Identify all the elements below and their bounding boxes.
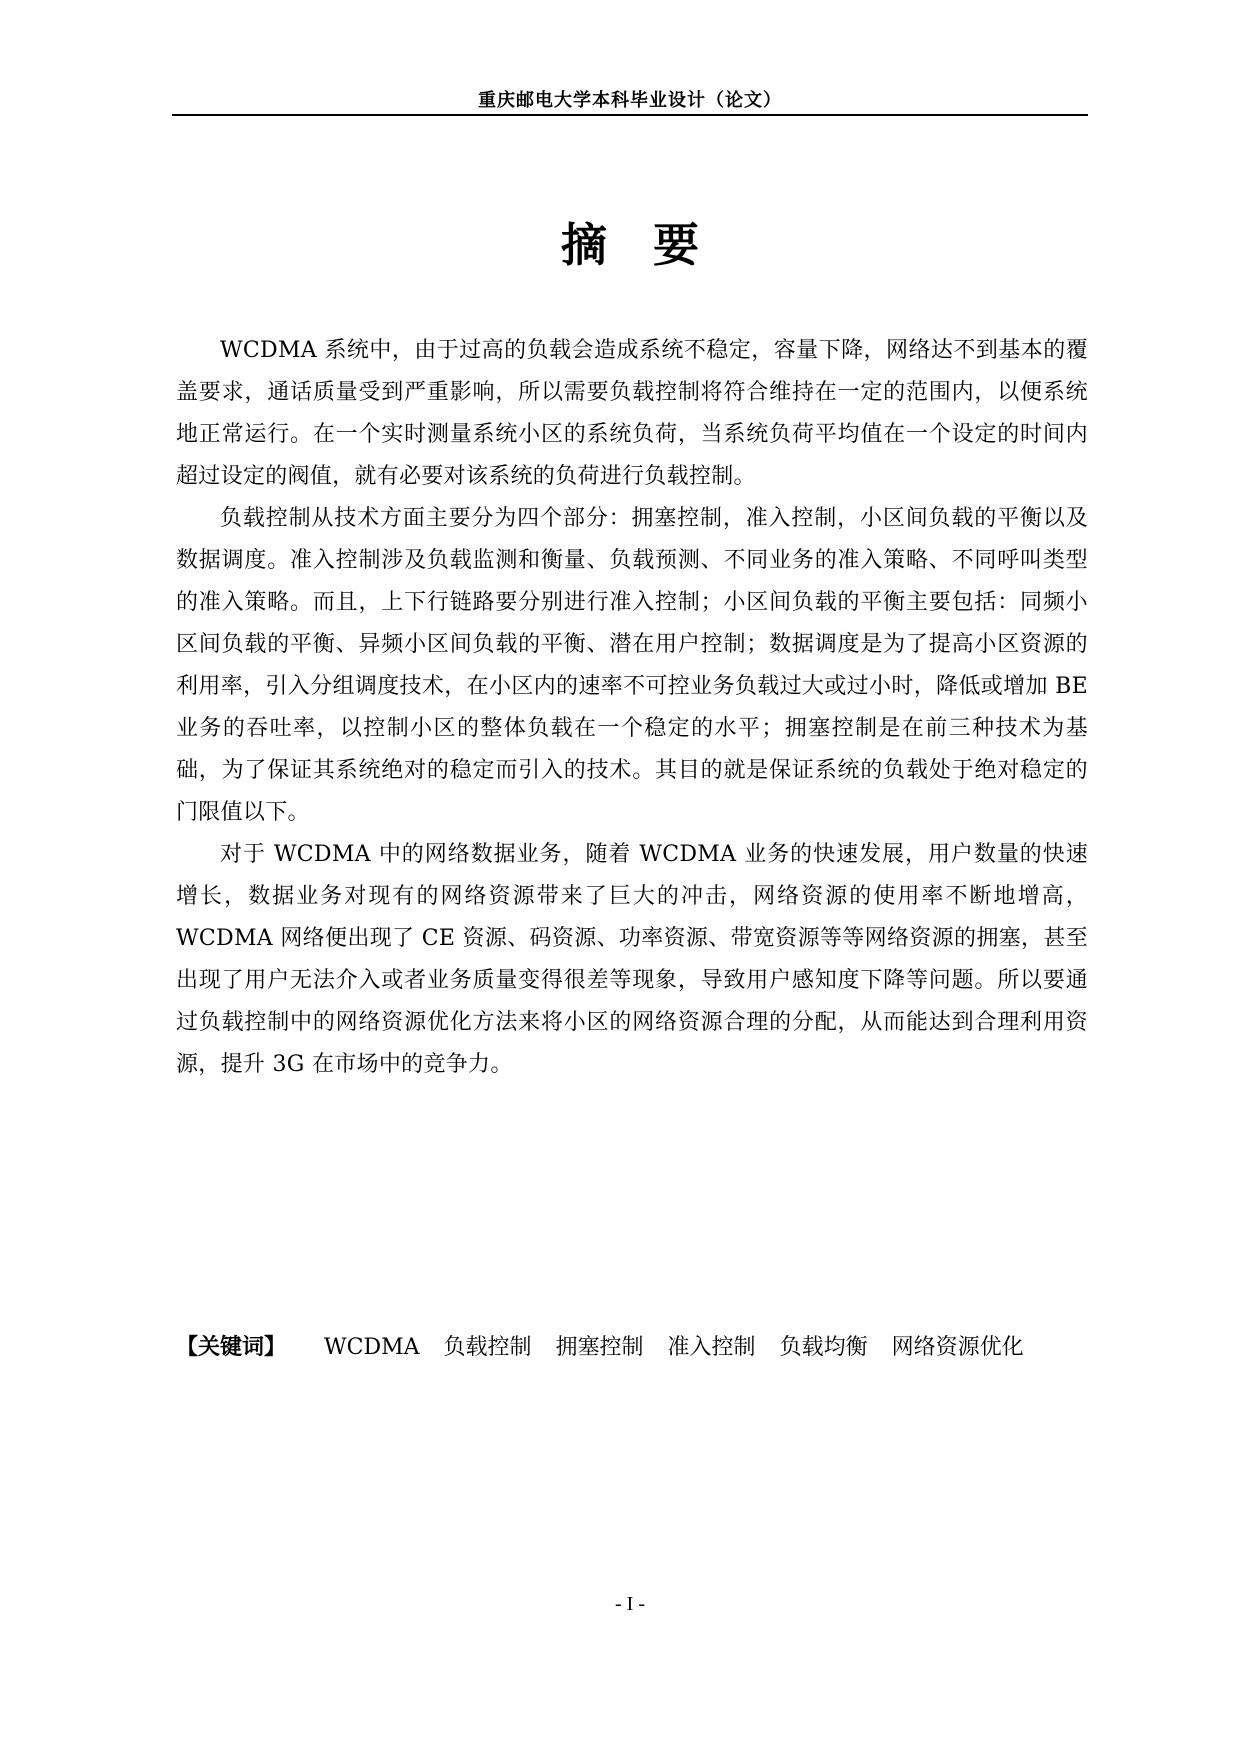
page-number: - I -	[615, 1593, 645, 1615]
abstract-title	[172, 210, 1088, 280]
keyword-item: 拥塞控制	[555, 1335, 644, 1360]
abstract-body	[176, 330, 1088, 1086]
keywords-line	[176, 1327, 1088, 1369]
keywords-label: 【关键词】	[176, 1335, 287, 1360]
abstract-paragraph-1: WCDMA 系统中，由于过高的负载会造成系统不稳定，容量下降，网络达不到基本的覆盖要求，通话质量受到严重影响，所以需要负载控制将符合维持在一定的范围内，以便系统地正常运行。在一个实时测量系统小区的系统负荷，当系统负荷平均值在一个设定的时间内超过设定的阀值，就有必要对该系统的负荷进行负载控制。	[176, 338, 1088, 489]
header-rule	[172, 114, 1088, 116]
keyword-item: WCDMA	[324, 1335, 420, 1360]
keyword-item: 负载控制	[443, 1335, 532, 1360]
keyword-item: 准入控制	[667, 1335, 756, 1360]
abstract-paragraph-3: 对于 WCDMA 中的网络数据业务，随着 WCDMA 业务的快速发展，用户数量的快速增长，数据业务对现有的网络资源带来了巨大的冲击，网络资源的使用率不断地增高，WCDMA 网络便出现了 CE 资源、码资源、功率资源、带宽资源等等网络资源的拥塞，甚至出现了用户无法介入或者业务质量变得很差等现象，导致用户感知度下降等问题。所以要通过负载控制中的网络资源优化方法来将小区的网络资源合理的分配，从而能达到合理利用资源，提升 3G 在市场中的竞争力。	[176, 842, 1088, 1077]
abstract-paragraph-2: 负载控制从技术方面主要分为四个部分：拥塞控制，准入控制，小区间负载的平衡以及数据调度。准入控制涉及负载监测和衡量、负载预测、不同业务的准入策略、不同呼叫类型的准入策略。而且，上下行链路要分别进行准入控制；小区间负载的平衡主要包括：同频小区间负载的平衡、异频小区间负载的平衡、潜在用户控制；数据调度是为了提高小区资源的利用率，引入分组调度技术，在小区内的速率不可控业务负载过大或过小时，降低或增加 BE 业务的吞吐率，以控制小区的整体负载在一个稳定的水平；拥塞控制是在前三种技术为基础，为了保证其系统绝对的稳定而引入的技术。其目的就是保证系统的负载处于绝对稳定的门限值以下。	[176, 506, 1088, 825]
abstract-title-char-1: 摘	[561, 218, 607, 272]
keyword-item: 网络资源优化	[891, 1335, 1024, 1360]
keyword-item: 负载均衡	[779, 1335, 868, 1360]
abstract-title-char-2: 要	[653, 218, 699, 272]
running-header: 重庆邮电大学本科毕业设计（论文）	[478, 90, 782, 111]
